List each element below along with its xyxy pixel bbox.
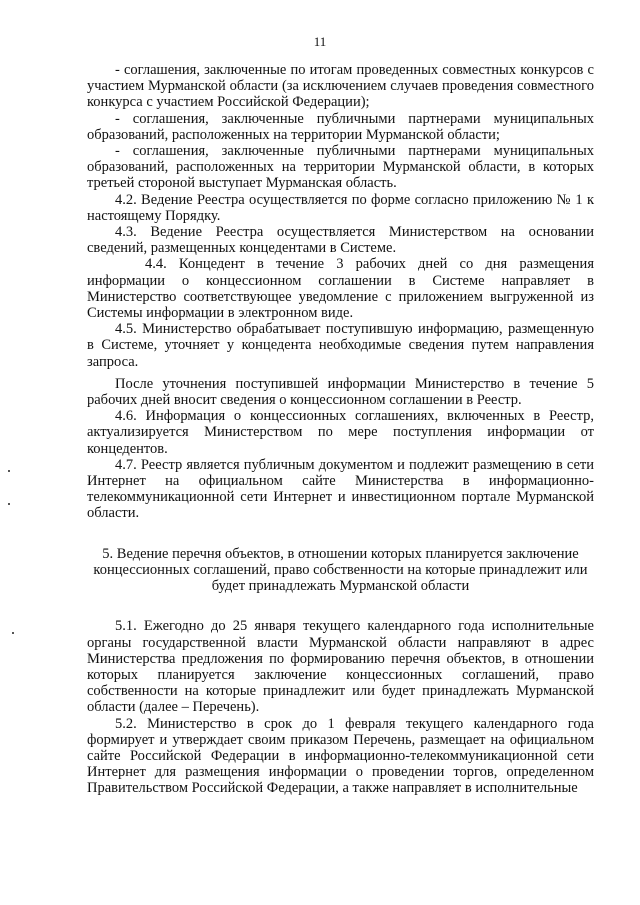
paragraph-4-6: 4.6. Информация о концессионных соглашениях, включенных в Реестр, актуализируется Министерством по мере поступления информации от концедентов.: [87, 408, 594, 457]
paragraph-list-item-1: - соглашения, заключенные по итогам проведенных совместных конкурсов с участием Мурманской области (за исключением случаев проведения совместного конкурса с участием Российской Федерации);: [87, 62, 594, 111]
paragraph-list-item-2: - соглашения, заключенные публичными партнерами муниципальных образований, расположенных на территории Мурманской области;: [87, 110, 594, 143]
scan-mark: [8, 503, 10, 505]
paragraph-4-5: 4.5. Министерство обрабатывает поступившую информацию, размещенную в Системе, уточняет у концедента необходимые сведения путем направления запроса.: [87, 321, 594, 370]
paragraph-4-2: 4.2. Ведение Реестра осуществляется по форме согласно приложению № 1 к настоящему Порядку.: [87, 191, 594, 224]
document-body: [87, 62, 594, 797]
scan-mark: [12, 632, 14, 634]
paragraph-5-1: 5.1. Ежегодно до 25 января текущего календарного года исполнительные органы государственной власти Мурманской области направляют в адрес Министерства предложения по формированию перечня объектов, в отношении которых планируется заключение концессионных соглашений, право собственности на которые принадлежит или будет принадлежать Мурманской области (далее – Перечень).: [87, 618, 594, 716]
scan-mark: [8, 470, 10, 472]
paragraph-5-2: 5.2. Министерство в срок до 1 февраля текущего календарного года формирует и утверждает своим приказом Перечень, размещает на официальном сайте Российской Федерации в информационно-телекоммуникационной сети Интернет для размещения информации о проведении торгов, определенном Правительством Российской Федерации, а также направляет в исполнительные: [87, 715, 594, 797]
paragraph-4-4: 4.4. Концедент в течение 3 рабочих дней со дня размещения информации о концессионном соглашении в Системе направляет в Министерство соответствующее уведомление с приложением выгруженной из Системы информации в электронном виде.: [87, 256, 594, 322]
paragraph-list-item-3: - соглашения, заключенные публичными партнерами муниципальных образований, расположенных на территории Мурманской области, в которых третьей стороной выступает Мурманская область.: [87, 143, 594, 192]
page-number: 11: [313, 34, 327, 49]
paragraph-4-5-continued: После уточнения поступившей информации Министерство в течение 5 рабочих дней вносит сведения о концессионном соглашении в Реестр.: [87, 375, 594, 409]
paragraph-4-7: 4.7. Реестр является публичным документом и подлежит размещению в сети Интернет на официальном сайте Министерства в информационно-телекоммуникационной сети Интернет и инвестиционном портале Мурманской области.: [87, 456, 594, 522]
section-5-heading: 5. Ведение перечня объектов, в отношении которых планируется заключение концессионных соглашений, право собственности на которые принадлежит или будет принадлежать Мурманской области: [93, 545, 588, 595]
paragraph-4-3: 4.3. Ведение Реестра осуществляется Министерством на основании сведений, размещенных концедентами в Системе.: [87, 224, 594, 257]
